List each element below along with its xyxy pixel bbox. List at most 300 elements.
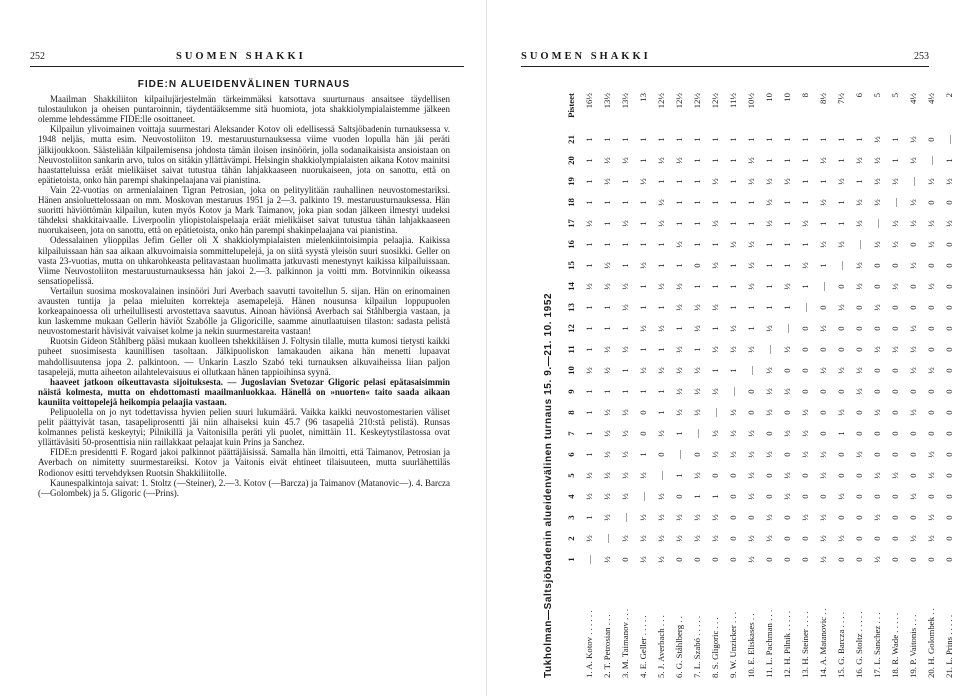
result-cell: 0 xyxy=(854,410,864,415)
result-cell: 1 xyxy=(602,137,612,142)
result-cell: ½ xyxy=(782,430,792,437)
table-row xyxy=(634,91,652,678)
header-col-7: 7 xyxy=(566,431,576,436)
header-col-12: 12 xyxy=(566,324,576,333)
result-cell: 1 xyxy=(836,137,846,142)
player-points: 4½ xyxy=(908,93,918,104)
result-cell: 1 xyxy=(584,431,594,436)
result-cell: ½ xyxy=(926,283,936,290)
result-cell: ½ xyxy=(926,451,936,458)
result-cell: 0 xyxy=(872,494,882,499)
result-cell: ½ xyxy=(854,388,864,395)
result-cell: 0 xyxy=(656,452,666,457)
result-cell: ½ xyxy=(710,535,720,542)
result-cell: 0 xyxy=(926,494,936,499)
result-cell: ½ xyxy=(620,493,630,500)
result-cell: ½ xyxy=(710,262,720,269)
running-head-left: SUOMEN SHAKKI xyxy=(176,51,306,62)
result-cell: 1 xyxy=(620,326,630,331)
result-cell: ½ xyxy=(620,220,630,227)
result-cell: ½ xyxy=(872,556,882,563)
result-cell: ½ xyxy=(800,220,810,227)
result-cell: ½ xyxy=(710,304,720,311)
result-cell: 1 xyxy=(602,326,612,331)
table-row xyxy=(652,91,670,678)
result-cell: 0 xyxy=(836,347,846,352)
result-cell: 0 xyxy=(944,242,954,247)
result-cell: ½ xyxy=(746,556,756,563)
result-cell: ½ xyxy=(890,472,900,479)
result-cell: 1 xyxy=(836,200,846,205)
result-cell: ½ xyxy=(872,157,882,164)
result-cell: ½ xyxy=(692,388,702,395)
result-cell: 1 xyxy=(674,137,684,142)
result-cell: ½ xyxy=(746,535,756,542)
result-cell: ½ xyxy=(908,157,918,164)
result-cell: 1 xyxy=(782,221,792,226)
result-cell: 1 xyxy=(656,137,666,142)
crosstable-title: Tukholman—Saltsjöbadenin alueidenvälinen turnaus 15. 9.—21. 10. 1952 xyxy=(543,292,554,678)
result-cell: 1 xyxy=(620,389,630,394)
result-cell: 1 xyxy=(602,221,612,226)
result-cell: 0 xyxy=(944,347,954,352)
result-cell: 1 xyxy=(656,410,666,415)
result-cell: ½ xyxy=(854,262,864,269)
header-col-16: 16 xyxy=(566,240,576,249)
result-cell: ½ xyxy=(674,514,684,521)
result-cell: 0 xyxy=(926,347,936,352)
result-cell: ½ xyxy=(746,472,756,479)
result-cell: 0 xyxy=(836,389,846,394)
result-cell: 1 xyxy=(854,137,864,142)
result-cell: 1 xyxy=(584,263,594,268)
result-cell: 1 xyxy=(836,431,846,436)
result-cell: 1 xyxy=(656,263,666,268)
result-cell: ½ xyxy=(890,220,900,227)
result-cell: 1 xyxy=(584,179,594,184)
player-points: 8½ xyxy=(818,93,828,104)
result-cell: 1 xyxy=(584,347,594,352)
result-cell: ½ xyxy=(602,430,612,437)
result-cell: 1 xyxy=(746,305,756,310)
result-cell: 0 xyxy=(818,410,828,415)
result-cell: 0 xyxy=(908,515,918,520)
result-cell: 1 xyxy=(710,200,720,205)
player-name: 4. E. Geller . . . . . xyxy=(638,615,648,678)
result-cell: 1 xyxy=(944,158,954,163)
result-cell: ½ xyxy=(656,157,666,164)
result-cell: 1 xyxy=(602,389,612,394)
result-cell: ½ xyxy=(692,409,702,416)
result-cell: 0 xyxy=(800,389,810,394)
result-cell: ½ xyxy=(944,220,954,227)
result-cell: ½ xyxy=(818,157,828,164)
result-cell: ½ xyxy=(926,241,936,248)
result-cell: ½ xyxy=(710,430,720,437)
result-cell: 0 xyxy=(908,473,918,478)
result-cell: 0 xyxy=(764,473,774,478)
player-points: 16½ xyxy=(584,93,594,109)
result-cell: — xyxy=(728,387,738,396)
result-cell: ½ xyxy=(764,451,774,458)
result-cell: 0 xyxy=(944,284,954,289)
result-cell: ½ xyxy=(836,367,846,374)
result-cell: ½ xyxy=(782,346,792,353)
result-cell: 1 xyxy=(638,305,648,310)
result-cell: ½ xyxy=(818,472,828,479)
result-cell: ½ xyxy=(782,283,792,290)
result-cell: ½ xyxy=(926,220,936,227)
result-cell: 1 xyxy=(692,179,702,184)
result-cell: 0 xyxy=(890,494,900,499)
result-cell: ½ xyxy=(710,220,720,227)
result-cell: ½ xyxy=(818,241,828,248)
header-col-14: 14 xyxy=(566,282,576,291)
result-cell: 1 xyxy=(602,200,612,205)
article-title: FIDE:N ALUEIDENVÄLINEN TURNAUS xyxy=(137,79,351,90)
result-cell: 0 xyxy=(746,389,756,394)
article-paragraph: Kaunespalkintoja saivat: 1. Stoltz (—Steiner), 2.—3. Kotov (—Barcza) ja Taimanov (Matanovic—). 4. Barcza (—Golombek) ja 5. Gligoric (—Prins). xyxy=(38,477,450,498)
result-cell: 0 xyxy=(728,557,738,562)
result-cell: 1 xyxy=(692,200,702,205)
result-cell: ½ xyxy=(620,346,630,353)
header-col-2: 2 xyxy=(566,536,576,541)
result-cell: 1 xyxy=(692,347,702,352)
result-cell: 0 xyxy=(800,473,810,478)
result-cell: 0 xyxy=(944,200,954,205)
result-cell: ½ xyxy=(692,367,702,374)
player-points: 4½ xyxy=(926,93,936,104)
result-cell: ½ xyxy=(764,199,774,206)
result-cell: ½ xyxy=(602,262,612,269)
player-points: 10 xyxy=(764,93,774,102)
left-page-header xyxy=(30,50,464,67)
result-cell: ½ xyxy=(890,241,900,248)
result-cell: ½ xyxy=(602,367,612,374)
result-cell: 1 xyxy=(764,284,774,289)
result-cell: 0 xyxy=(854,305,864,310)
result-cell: 0 xyxy=(818,494,828,499)
result-cell: ½ xyxy=(926,367,936,374)
header-col-5: 5 xyxy=(566,473,576,478)
result-cell: ½ xyxy=(602,346,612,353)
result-cell: ½ xyxy=(746,451,756,458)
table-row xyxy=(868,91,886,678)
header-col-10: 10 xyxy=(566,366,576,375)
result-cell: 1 xyxy=(800,179,810,184)
result-cell: 0 xyxy=(890,557,900,562)
result-cell: ½ xyxy=(818,325,828,332)
result-cell: 1 xyxy=(692,158,702,163)
player-name: 5. J. Averbach . . . xyxy=(656,615,666,678)
result-cell: 1 xyxy=(656,305,666,310)
result-cell: ½ xyxy=(908,136,918,143)
result-cell: 1 xyxy=(656,389,666,394)
result-cell: ½ xyxy=(872,178,882,185)
result-cell: ½ xyxy=(764,409,774,416)
header-col-3: 3 xyxy=(566,515,576,520)
result-cell: ½ xyxy=(764,514,774,521)
result-cell: ½ xyxy=(674,409,684,416)
result-cell: 1 xyxy=(602,242,612,247)
result-cell: 0 xyxy=(782,536,792,541)
result-cell: ½ xyxy=(638,262,648,269)
result-cell: 0 xyxy=(926,557,936,562)
result-cell: 0 xyxy=(800,536,810,541)
result-cell: 0 xyxy=(908,305,918,310)
result-cell: 0 xyxy=(926,200,936,205)
result-cell: ½ xyxy=(656,220,666,227)
result-cell: 1 xyxy=(746,326,756,331)
result-cell: — xyxy=(710,408,720,417)
result-cell: ½ xyxy=(710,388,720,395)
result-cell: — xyxy=(944,135,954,144)
result-cell: 1 xyxy=(656,242,666,247)
result-cell: 1 xyxy=(674,431,684,436)
result-cell: 1 xyxy=(800,284,810,289)
result-cell: 1 xyxy=(710,137,720,142)
result-cell: 0 xyxy=(926,410,936,415)
player-name: 19. P. Vaitonis . . . xyxy=(908,614,918,678)
result-cell: 0 xyxy=(944,389,954,394)
result-cell: 0 xyxy=(944,305,954,310)
result-cell: 0 xyxy=(782,515,792,520)
result-cell: 1 xyxy=(746,137,756,142)
result-cell: ½ xyxy=(674,388,684,395)
result-cell: ½ xyxy=(602,157,612,164)
player-name: 11. L. Pachman . . . xyxy=(764,609,774,678)
result-cell: 0 xyxy=(728,494,738,499)
header-col-20: 20 xyxy=(566,156,576,165)
player-points: 10 xyxy=(782,93,792,102)
result-cell: ½ xyxy=(926,472,936,479)
result-cell: ½ xyxy=(854,199,864,206)
running-head-right: SUOMEN SHAKKI xyxy=(521,51,651,62)
result-cell: ½ xyxy=(818,199,828,206)
result-cell: ½ xyxy=(584,283,594,290)
result-cell: ½ xyxy=(602,472,612,479)
result-cell: ½ xyxy=(782,493,792,500)
result-cell: 1 xyxy=(692,137,702,142)
result-cell: 1 xyxy=(782,158,792,163)
result-cell: 0 xyxy=(854,326,864,331)
result-cell: 0 xyxy=(674,557,684,562)
result-cell: 0 xyxy=(800,557,810,562)
result-cell: ½ xyxy=(674,304,684,311)
page-number-left: 252 xyxy=(30,51,45,62)
crosstable-grid xyxy=(562,91,958,678)
result-cell: ½ xyxy=(728,346,738,353)
player-name: 17. L. Sanchez . . . xyxy=(872,612,882,678)
result-cell: 0 xyxy=(692,557,702,562)
result-cell: 1 xyxy=(638,221,648,226)
result-cell: 0 xyxy=(926,305,936,310)
result-cell: 1 xyxy=(746,200,756,205)
result-cell: ½ xyxy=(854,220,864,227)
result-cell: 1 xyxy=(764,263,774,268)
result-cell: 1 xyxy=(710,368,720,373)
result-cell: — xyxy=(782,324,792,333)
player-name: 7. L. Szabó . . . . . xyxy=(692,615,702,678)
result-cell: 1 xyxy=(584,305,594,310)
result-cell: 0 xyxy=(890,536,900,541)
result-cell: 0 xyxy=(710,557,720,562)
table-row xyxy=(742,91,760,678)
table-row xyxy=(796,91,814,678)
player-name: 10. E. Eliskases . . xyxy=(746,613,756,678)
result-cell: 0 xyxy=(800,368,810,373)
result-cell: 0 xyxy=(836,284,846,289)
header-name-cell xyxy=(562,570,580,678)
result-cell: — xyxy=(602,534,612,543)
result-cell: ½ xyxy=(782,472,792,479)
table-row xyxy=(832,91,850,678)
result-cell: — xyxy=(620,513,630,522)
result-cell: ½ xyxy=(620,535,630,542)
result-cell: 1 xyxy=(800,137,810,142)
player-name: 12. H. Pilnik . . . . . xyxy=(782,611,792,678)
result-cell: 1 xyxy=(638,452,648,457)
result-cell: 1 xyxy=(674,179,684,184)
result-cell: 0 xyxy=(800,347,810,352)
result-cell: ½ xyxy=(764,178,774,185)
result-cell: ½ xyxy=(854,451,864,458)
result-cell: 0 xyxy=(728,515,738,520)
result-cell: ½ xyxy=(872,136,882,143)
result-cell: ½ xyxy=(818,514,828,521)
result-cell: 1 xyxy=(800,158,810,163)
result-cell: 0 xyxy=(908,431,918,436)
result-cell: 0 xyxy=(836,515,846,520)
result-cell: ½ xyxy=(908,262,918,269)
result-cell: 0 xyxy=(710,473,720,478)
result-cell: ½ xyxy=(908,346,918,353)
result-cell: 1 xyxy=(656,347,666,352)
header-col-9: 9 xyxy=(566,389,576,394)
result-cell: ½ xyxy=(764,388,774,395)
result-cell: ½ xyxy=(656,199,666,206)
result-cell: 0 xyxy=(890,368,900,373)
result-cell: ½ xyxy=(872,241,882,248)
result-cell: 1 xyxy=(620,179,630,184)
result-cell: ½ xyxy=(638,472,648,479)
result-cell: 0 xyxy=(836,473,846,478)
result-cell: 0 xyxy=(674,494,684,499)
result-cell: 1 xyxy=(782,137,792,142)
result-cell: ½ xyxy=(872,199,882,206)
result-cell: ½ xyxy=(692,535,702,542)
result-cell: 1 xyxy=(638,200,648,205)
table-row xyxy=(724,91,742,678)
result-cell: ½ xyxy=(656,283,666,290)
result-cell: ½ xyxy=(746,241,756,248)
result-cell: 0 xyxy=(746,410,756,415)
result-cell: ½ xyxy=(872,472,882,479)
result-cell: 0 xyxy=(854,515,864,520)
player-points: 12½ xyxy=(656,93,666,109)
result-cell: ½ xyxy=(656,556,666,563)
player-name: 21. L. Prins . . . . . xyxy=(944,614,954,678)
result-cell: ½ xyxy=(836,304,846,311)
table-row xyxy=(598,91,616,678)
result-cell: ½ xyxy=(908,409,918,416)
result-cell: 0 xyxy=(854,473,864,478)
result-cell: 1 xyxy=(782,242,792,247)
result-cell: ½ xyxy=(800,262,810,269)
result-cell: 1 xyxy=(584,326,594,331)
result-cell: ½ xyxy=(602,556,612,563)
result-cell: ½ xyxy=(746,157,756,164)
result-cell: 1 xyxy=(584,452,594,457)
result-cell: ½ xyxy=(800,409,810,416)
result-cell: 1 xyxy=(836,221,846,226)
result-cell: ½ xyxy=(764,325,774,332)
result-cell: 1 xyxy=(584,410,594,415)
result-cell: 0 xyxy=(782,368,792,373)
result-cell: — xyxy=(800,303,810,312)
result-cell: 1 xyxy=(782,200,792,205)
player-points: 5 xyxy=(890,93,900,98)
result-cell: 0 xyxy=(926,431,936,436)
header-col-8: 8 xyxy=(566,410,576,415)
result-cell: 1 xyxy=(782,305,792,310)
result-cell: ½ xyxy=(908,493,918,500)
result-cell: 0 xyxy=(800,494,810,499)
result-cell: ½ xyxy=(782,388,792,395)
player-name: 9. W. Unzicker . . . xyxy=(728,612,738,678)
result-cell: ½ xyxy=(692,325,702,332)
result-cell: 0 xyxy=(872,326,882,331)
result-cell: ½ xyxy=(638,325,648,332)
result-cell: 1 xyxy=(854,179,864,184)
result-cell: 1 xyxy=(620,137,630,142)
player-points: 13 xyxy=(638,93,648,102)
result-cell: 0 xyxy=(926,389,936,394)
result-cell: ½ xyxy=(854,367,864,374)
result-cell: ½ xyxy=(674,283,684,290)
result-cell: 0 xyxy=(854,431,864,436)
result-cell: 1 xyxy=(584,158,594,163)
article xyxy=(38,80,450,498)
result-cell: 0 xyxy=(890,452,900,457)
result-cell: 1 xyxy=(728,158,738,163)
result-cell: ½ xyxy=(674,241,684,248)
result-cell: 0 xyxy=(872,389,882,394)
result-cell: 1 xyxy=(800,242,810,247)
result-cell: 1 xyxy=(710,326,720,331)
result-cell: 1 xyxy=(638,389,648,394)
result-cell: ½ xyxy=(908,325,918,332)
result-cell: ½ xyxy=(638,514,648,521)
header-col-15: 15 xyxy=(566,261,576,270)
result-cell: ½ xyxy=(692,304,702,311)
result-cell: ½ xyxy=(674,535,684,542)
result-cell: ½ xyxy=(584,367,594,374)
result-cell: 0 xyxy=(854,347,864,352)
result-cell: — xyxy=(818,282,828,291)
result-cell: — xyxy=(674,450,684,459)
header-col-1: 1 xyxy=(566,557,576,562)
header-points: Pisteet xyxy=(566,93,576,118)
result-cell: 0 xyxy=(818,305,828,310)
result-cell: ½ xyxy=(602,451,612,458)
result-cell: 0 xyxy=(764,494,774,499)
player-name: 14. A. Matanovic . . xyxy=(818,608,828,678)
article-paragraph: Odessalainen ylioppilas Jefim Geller oli X shakkiolympialaisten mielenkiintoisimpia pelaajia. Kaikissa kilpailuissaan hän saa aikaan alkuvoimaisia sommittelupelejä, ja on siitä syystä yleisön suuri suosikki. Geller on vasta 23-vuotias, mutta on uhkarohkeasta pelitavastaan huolimatta jatkuvasti menestynyt kaikissa kilpailuissaan. Viime Neuvostoliiton mestaruusturnauksessa hän jakoi 2.—3. palkinnon ja voitti mm. Botvinnikin oikeassa sensatiopelissä. xyxy=(38,235,450,286)
right-page xyxy=(486,0,960,696)
result-cell: ½ xyxy=(872,409,882,416)
result-cell: 0 xyxy=(782,452,792,457)
